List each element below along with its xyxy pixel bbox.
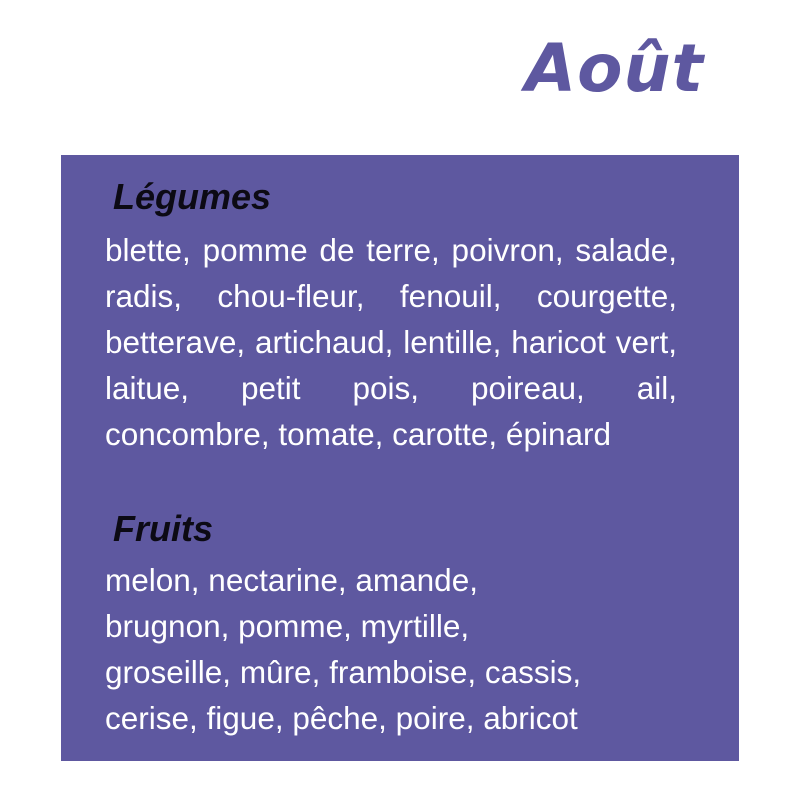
vegetables-list: blette, pomme de terre, poivron, salade, radis, chou-fleur, fenouil, courgette, betterave, artichaud, lentille, haricot vert, laitue, petit pois, poireau, ail, concombre, tomate, carotte, épinard — [105, 232, 677, 452]
fruits-line: brugnon, pomme, myrtille, — [105, 608, 470, 644]
month-title: Août — [525, 30, 704, 107]
fruits-line: melon, nectarine, amande, — [105, 562, 478, 598]
fruits-heading: Fruits — [113, 508, 214, 549]
vegetables-heading: Légumes — [113, 176, 272, 217]
produce-panel — [61, 155, 739, 761]
fruits-list — [105, 557, 695, 741]
fruits-line: cerise, figue, pêche, poire, abricot — [105, 700, 578, 736]
fruits-line: groseille, mûre, framboise, cassis, — [105, 654, 582, 690]
